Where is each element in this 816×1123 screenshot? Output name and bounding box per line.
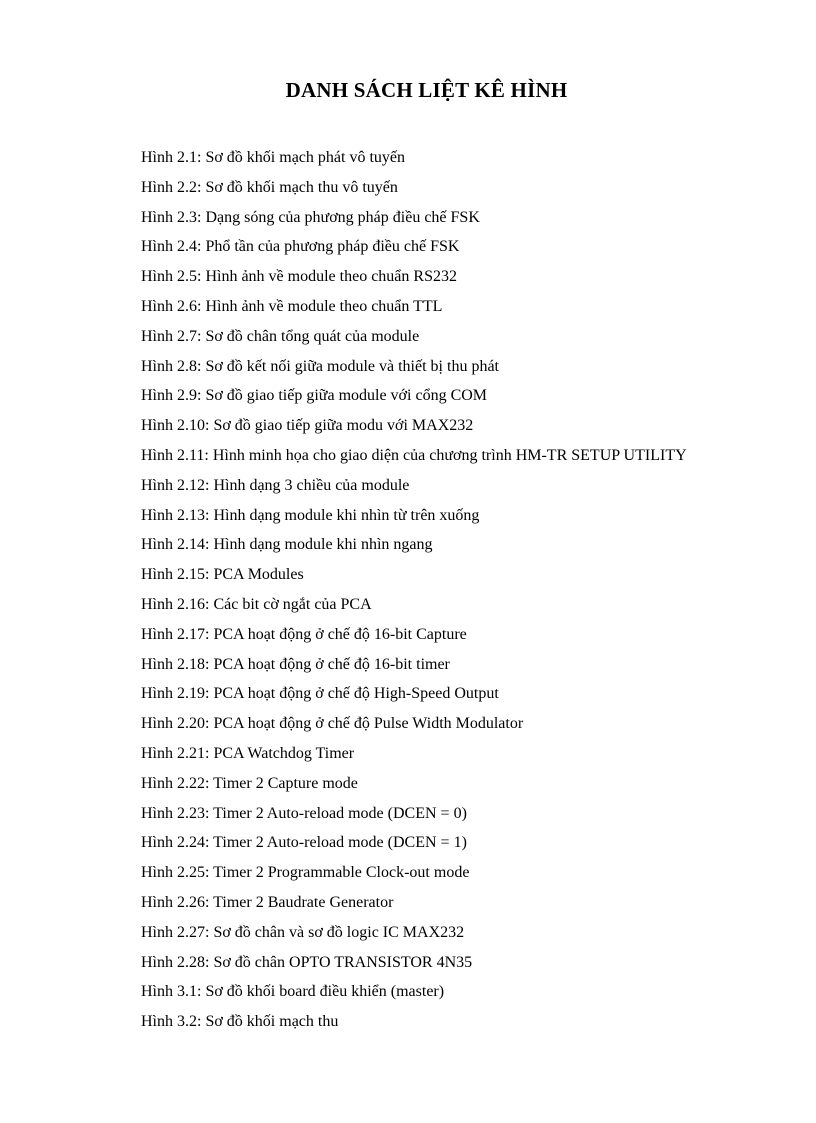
figure-entry: Hình 2.23: Timer 2 Auto-reload mode (DCEN = 0) [141, 804, 467, 822]
figure-entry: Hình 2.11: Hình minh họa cho giao diện của chương trình HM-TR SETUP UTILITY [141, 446, 687, 464]
figure-entry: Hình 2.19: PCA hoạt động ở chế độ High-Speed Output [141, 685, 499, 703]
figure-entry: Hình 2.17: PCA hoạt động ở chế độ 16-bit Capture [141, 625, 467, 643]
figure-entry: Hình 2.28: Sơ đồ chân OPTO TRANSISTOR 4N35 [141, 953, 473, 971]
figure-entry: Hình 2.18: PCA hoạt động ở chế độ 16-bit timer [141, 655, 450, 673]
figure-entry: Hình 2.16: Các bit cờ ngắt của PCA [141, 595, 372, 613]
figure-entry: Hình 2.10: Sơ đồ giao tiếp giữa modu với MAX232 [141, 417, 474, 435]
figure-entry: Hình 2.15: PCA Modules [141, 566, 304, 584]
figure-list [141, 147, 687, 1041]
figure-entry: Hình 3.1: Sơ đồ khối board điều khiển (master) [141, 983, 445, 1001]
figure-entry: Hình 2.9: Sơ đồ giao tiếp giữa module với cổng COM [141, 387, 488, 405]
figure-entry: Hình 2.4: Phổ tần của phương pháp điều chế FSK [141, 238, 460, 256]
figure-entry: Hình 2.21: PCA Watchdog Timer [141, 744, 355, 762]
figure-entry: Hình 2.27: Sơ đồ chân và sơ đồ logic IC MAX232 [141, 923, 465, 941]
figure-entry: Hình 2.26: Timer 2 Baudrate Generator [141, 893, 394, 911]
figure-entry: Hình 2.1: Sơ đồ khối mạch phát vô tuyến [141, 149, 405, 166]
figure-entry: Hình 2.14: Hình dạng module khi nhìn ngang [141, 536, 433, 554]
figure-entry: Hình 2.6: Hình ảnh về module theo chuẩn TTL [141, 297, 443, 315]
page-title: DANH SÁCH LIỆT KÊ HÌNH [285, 78, 568, 102]
figure-entry: Hình 2.7: Sơ đồ chân tổng quát của module [141, 327, 420, 345]
figure-entry: Hình 2.25: Timer 2 Programmable Clock-out mode [141, 864, 470, 882]
figure-entry: Hình 2.13: Hình dạng module khi nhìn từ trên xuống [141, 506, 480, 524]
figure-entry: Hình 2.8: Sơ đồ kết nối giữa module và thiết bị thu phát [141, 357, 499, 375]
figure-entry: Hình 2.22: Timer 2 Capture mode [141, 774, 358, 792]
figure-entry: Hình 2.12: Hình dạng 3 chiều của module [141, 476, 410, 494]
figure-entry: Hình 3.2: Sơ đồ khối mạch thu [141, 1013, 339, 1031]
figure-entry: Hình 2.20: PCA hoạt động ở chế độ Pulse Width Modulator [141, 715, 524, 733]
figure-entry: Hình 2.2: Sơ đồ khối mạch thu vô tuyến [141, 178, 398, 196]
figure-entry: Hình 2.5: Hình ảnh về module theo chuẩn RS232 [141, 268, 457, 286]
figure-entry: Hình 2.24: Timer 2 Auto-reload mode (DCEN = 1) [141, 834, 467, 852]
figure-entry: Hình 2.3: Dạng sóng của phương pháp điều chế FSK [141, 208, 480, 226]
